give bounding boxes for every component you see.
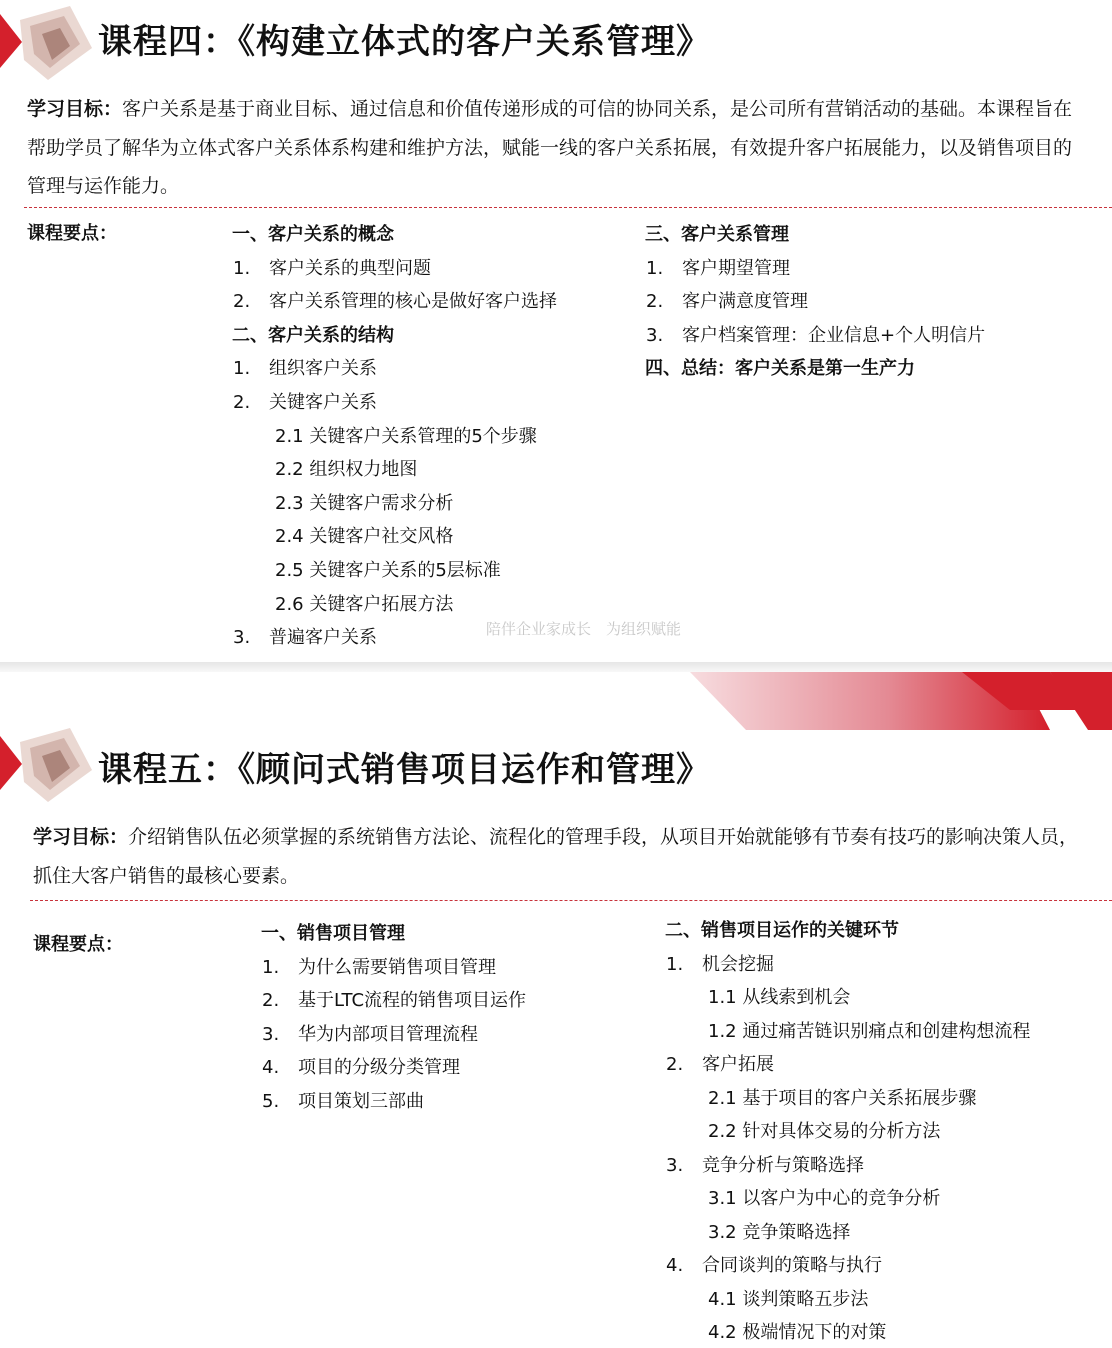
numbered-item <box>262 1087 424 1113</box>
section-heading: 四、总结：客户关系是第一生产力 <box>645 358 915 380</box>
numbered-item <box>666 1151 864 1177</box>
red-ribbon-decoration <box>690 672 1112 730</box>
header-badge-icon <box>0 0 95 82</box>
numbered-item <box>646 321 985 347</box>
section-heading: 一、客户关系的概念 <box>232 224 394 245</box>
item-number: 1. <box>666 953 684 975</box>
sub-item: 2.1 基于项目的客户关系拓展步骤 <box>708 1087 977 1109</box>
sub-item: 1.1 从线索到机会 <box>708 987 851 1008</box>
goal-text: 客户关系是基于商业目标、通过信息和价值传递形成的可信的协同关系，是公司所有营销活动的基础。本课程旨在帮助学员了解华为立体式客户关系体系构建和维护方法，赋能一线的客户关系拓展，有效提升客户拓展能力，以及销售项目的管理与运作能力。 <box>27 98 1073 197</box>
course-title: 课程五：《顾问式销售项目运作和管理》 <box>98 750 711 790</box>
item-number: 2. <box>233 392 251 413</box>
item-text: 机会挖掘 <box>702 953 774 975</box>
sub-item: 2.3 关键客户需求分析 <box>275 492 454 514</box>
sub-item: 2.5 关键客户关系的5层标准 <box>275 560 501 581</box>
numbered-item <box>233 388 377 414</box>
numbered-item <box>233 287 557 313</box>
numbered-item <box>666 950 774 976</box>
sub-item: 2.1 关键客户关系管理的5个步骤 <box>275 425 537 447</box>
item-number: 1. <box>646 257 664 279</box>
sub-item: 4.2 极端情况下的对策 <box>708 1322 887 1343</box>
section-heading: 二、客户关系的结构 <box>232 324 394 346</box>
item-number: 5. <box>262 1091 280 1112</box>
section-heading: 三、客户关系管理 <box>645 224 789 245</box>
numbered-item <box>262 1053 460 1079</box>
item-text: 华为内部项目管理流程 <box>298 1023 478 1045</box>
item-text: 项目的分级分类管理 <box>298 1057 460 1079</box>
section-heading: 一、销售项目管理 <box>261 923 405 944</box>
item-text: 客户档案管理：企业信息+个人明信片 <box>682 324 986 346</box>
sub-item: 3.2 竞争策略选择 <box>708 1221 851 1243</box>
watermark: 陪伴企业家成长 为组织赋能 <box>486 620 682 638</box>
numbered-item <box>233 623 377 649</box>
item-text: 组织客户关系 <box>269 358 377 380</box>
points-label: 课程要点： <box>33 934 123 955</box>
item-number: 3. <box>666 1154 684 1176</box>
sub-item: 4.1 谈判策略五步法 <box>708 1288 869 1310</box>
numbered-item <box>262 953 496 979</box>
numbered-item <box>666 1050 774 1076</box>
numbered-item <box>233 254 431 280</box>
learning-goal <box>27 90 1089 206</box>
numbered-item <box>646 254 790 280</box>
learning-goal <box>33 818 1095 895</box>
item-number: 1. <box>262 956 280 978</box>
item-text: 客户满意度管理 <box>682 291 808 313</box>
sub-item: 2.2 针对具体交易的分析方法 <box>708 1121 941 1142</box>
item-number: 4. <box>262 1057 280 1079</box>
item-number: 2. <box>666 1054 684 1075</box>
item-text: 客户关系的典型问题 <box>269 257 431 279</box>
goal-label: 学习目标： <box>33 826 129 848</box>
sub-item: 2.4 关键客户社交风格 <box>275 526 454 548</box>
slide-separator <box>0 662 1112 672</box>
numbered-item <box>262 1020 478 1046</box>
item-number: 2. <box>233 291 251 313</box>
course-title: 课程四：《构建立体式的客户关系管理》 <box>98 22 711 62</box>
item-text: 普遍客户关系 <box>269 627 377 649</box>
item-text: 为什么需要销售项目管理 <box>298 956 496 978</box>
sub-item: 2.2 组织权力地图 <box>275 459 418 481</box>
item-text: 关键客户关系 <box>269 392 377 413</box>
points-label: 课程要点： <box>27 223 117 244</box>
item-number: 2. <box>646 291 664 313</box>
numbered-item <box>262 986 526 1012</box>
sub-item: 1.2 通过痛苦链识别痛点和创建构想流程 <box>708 1020 1031 1042</box>
section-heading: 二、销售项目运作的关键环节 <box>665 920 899 941</box>
item-text: 项目策划三部曲 <box>298 1091 424 1112</box>
item-text: 基于LTC流程的销售项目运作 <box>298 990 527 1012</box>
numbered-item <box>233 354 377 380</box>
item-text: 客户期望管理 <box>682 257 790 279</box>
item-number: 1. <box>233 257 251 279</box>
item-number: 3. <box>262 1023 280 1045</box>
sub-item: 3.1 以客户为中心的竞争分析 <box>708 1188 941 1209</box>
item-text: 竞争分析与策略选择 <box>702 1154 864 1176</box>
numbered-item <box>646 287 808 313</box>
item-text: 客户拓展 <box>702 1054 774 1075</box>
dashed-divider <box>30 900 1112 901</box>
item-number: 3. <box>233 627 251 649</box>
goal-text: 介绍销售队伍必须掌握的系统销售方法论、流程化的管理手段，从项目开始就能够有节奏有技巧的影响决策人员，抓住大客户销售的最核心要素。 <box>33 826 1079 887</box>
goal-label: 学习目标： <box>27 98 123 120</box>
item-number: 3. <box>646 324 664 346</box>
item-text: 合同谈判的策略与执行 <box>702 1255 882 1276</box>
item-text: 客户关系管理的核心是做好客户选择 <box>269 291 557 313</box>
item-number: 1. <box>233 358 251 380</box>
header-badge-icon <box>0 722 95 804</box>
item-number: 2. <box>262 990 280 1012</box>
item-number: 4. <box>666 1255 684 1276</box>
dashed-divider <box>24 207 1112 208</box>
sub-item: 2.6 关键客户拓展方法 <box>275 593 454 615</box>
numbered-item <box>666 1251 882 1277</box>
